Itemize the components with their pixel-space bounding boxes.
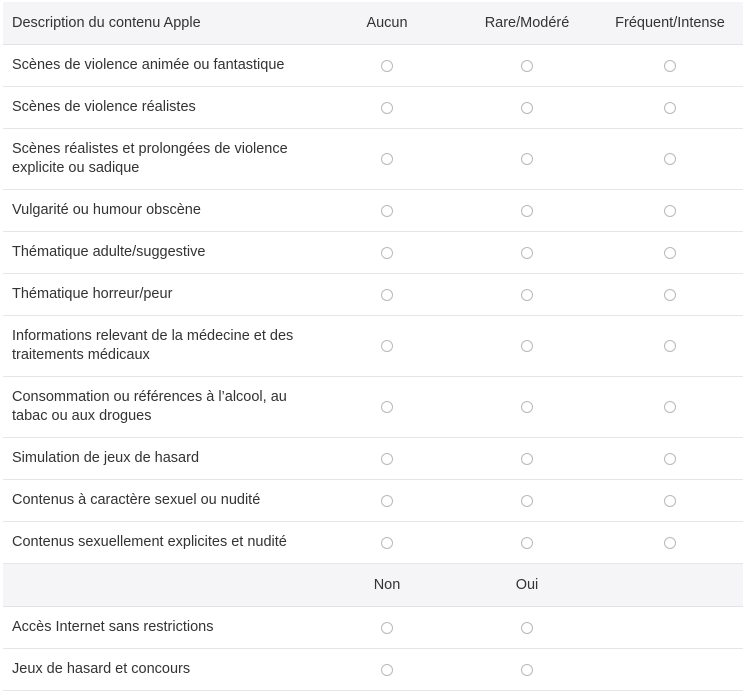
- radio-frequent-intense[interactable]: [664, 205, 676, 217]
- row-label: Vulgarité ou humour obscène: [12, 202, 201, 218]
- radio-none[interactable]: [381, 453, 393, 465]
- radio-frequent-intense[interactable]: [664, 495, 676, 507]
- table-row: [3, 45, 743, 87]
- radio-rare-moderate[interactable]: [521, 205, 533, 217]
- radio-rare-moderate[interactable]: [521, 453, 533, 465]
- radio-rare-moderate[interactable]: [521, 60, 533, 72]
- header-yes: Oui: [515, 577, 539, 593]
- radio-none[interactable]: [381, 247, 393, 259]
- row-label: Scènes de violence animée ou fantastique: [12, 57, 285, 73]
- radio-frequent-intense[interactable]: [664, 401, 676, 413]
- radio-none[interactable]: [381, 401, 393, 413]
- table-row: [3, 438, 743, 480]
- radio-yes[interactable]: [521, 622, 533, 634]
- radio-none[interactable]: [381, 205, 393, 217]
- radio-frequent-intense[interactable]: [664, 60, 676, 72]
- header-none: Aucun: [366, 15, 408, 31]
- table-row: [3, 274, 743, 316]
- table-row: [3, 522, 743, 564]
- table-row: [3, 129, 743, 190]
- radio-none[interactable]: [381, 537, 393, 549]
- radio-rare-moderate[interactable]: [521, 401, 533, 413]
- header-no: Non: [373, 577, 401, 593]
- radio-frequent-intense[interactable]: [664, 453, 676, 465]
- radio-frequent-intense[interactable]: [664, 340, 676, 352]
- radio-rare-moderate[interactable]: [521, 247, 533, 259]
- row-label: Scènes de violence réalistes: [12, 99, 196, 115]
- radio-frequent-intense[interactable]: [664, 537, 676, 549]
- table-row: [3, 87, 743, 129]
- row-label: Contenus sexuellement explicites et nudité: [12, 534, 287, 550]
- radio-none[interactable]: [381, 289, 393, 301]
- radio-rare-moderate[interactable]: [521, 102, 533, 114]
- content-rating-table: [3, 2, 743, 691]
- header-description: Description du contenu Apple: [12, 15, 201, 31]
- radio-frequent-intense[interactable]: [664, 102, 676, 114]
- table-row: [3, 377, 743, 438]
- table-row: [3, 649, 743, 691]
- radio-none[interactable]: [381, 340, 393, 352]
- row-label: Simulation de jeux de hasard: [12, 450, 200, 466]
- row-label: Informations relevant de la médecine et des traitements médicaux: [12, 328, 294, 363]
- radio-none[interactable]: [381, 60, 393, 72]
- radio-rare-moderate[interactable]: [521, 340, 533, 352]
- radio-rare-moderate[interactable]: [521, 153, 533, 165]
- row-label: Thématique horreur/peur: [12, 286, 173, 302]
- row-label: Contenus à caractère sexuel ou nudité: [12, 492, 261, 508]
- header-frequent-intense: Fréquent/Intense: [615, 15, 725, 31]
- radio-yes[interactable]: [521, 664, 533, 676]
- table-row: [3, 316, 743, 377]
- radio-frequent-intense[interactable]: [664, 289, 676, 301]
- radio-rare-moderate[interactable]: [521, 495, 533, 507]
- row-label: Scènes réalistes et prolongées de violence explicite ou sadique: [12, 141, 288, 176]
- radio-none[interactable]: [381, 153, 393, 165]
- header-rare-moderate: Rare/Modéré: [484, 15, 570, 31]
- radio-no[interactable]: [381, 664, 393, 676]
- row-label: Thématique adulte/suggestive: [12, 244, 206, 260]
- radio-frequent-intense[interactable]: [664, 153, 676, 165]
- radio-none[interactable]: [381, 102, 393, 114]
- table-header-yes-no: [3, 564, 743, 607]
- table-row: [3, 480, 743, 522]
- row-label: Jeux de hasard et concours: [12, 661, 191, 677]
- radio-frequent-intense[interactable]: [664, 247, 676, 259]
- radio-rare-moderate[interactable]: [521, 537, 533, 549]
- radio-none[interactable]: [381, 495, 393, 507]
- table-row: [3, 607, 743, 649]
- row-label: Consommation ou références à l’alcool, au tabac ou aux drogues: [12, 389, 287, 424]
- radio-rare-moderate[interactable]: [521, 289, 533, 301]
- table-row: [3, 232, 743, 274]
- row-label: Accès Internet sans restrictions: [12, 619, 214, 635]
- table-row: [3, 190, 743, 232]
- radio-no[interactable]: [381, 622, 393, 634]
- table-header-intensity: [3, 2, 743, 45]
